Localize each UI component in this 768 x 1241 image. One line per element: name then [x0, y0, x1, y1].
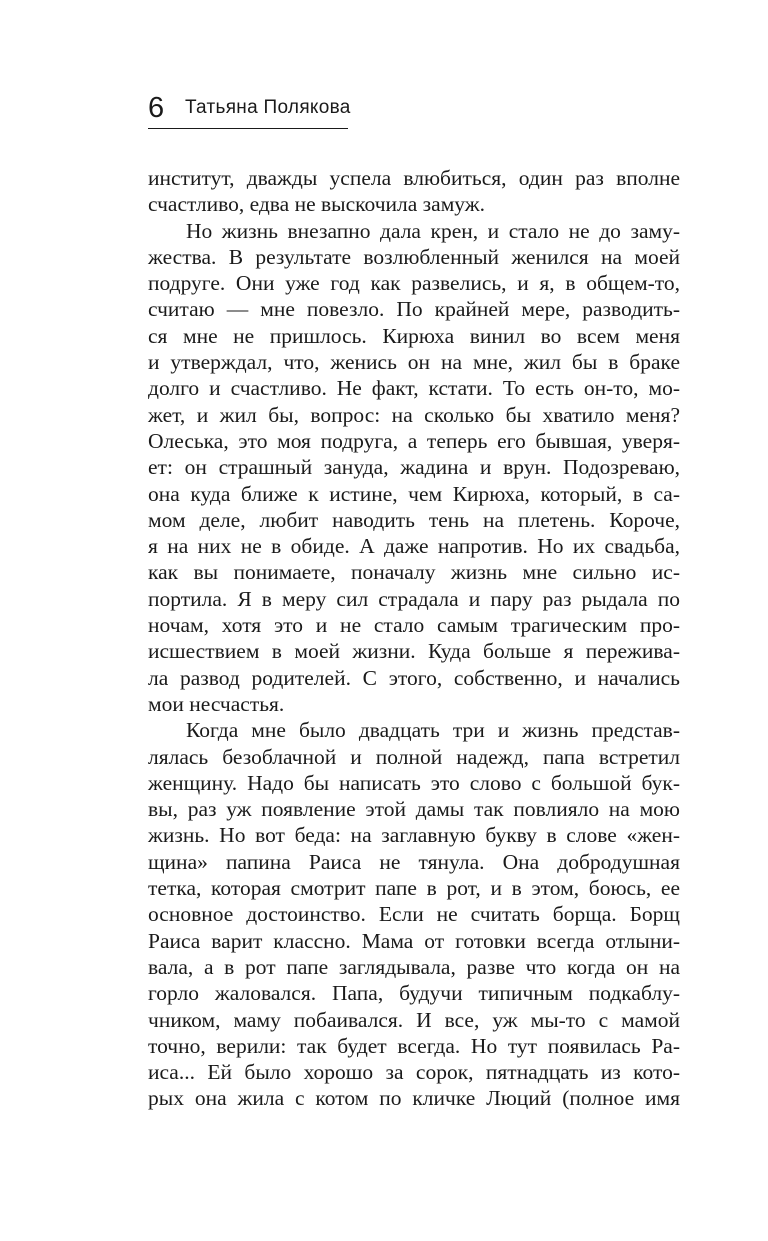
text-line: долго и счастливо. Не факт, кстати. То есть он-то, мо- — [148, 376, 680, 401]
header-rule — [148, 128, 348, 129]
text-line: рых она жила с котом по кличке Люций (полное имя — [148, 1086, 680, 1111]
text-line: ночам, хотя это и не стало самым трагическим про- — [148, 613, 680, 638]
text-line: Раиса варит классно. Мама от готовки всегда отлыни- — [148, 928, 680, 953]
text-line: основное достоинство. Если не считать борща. Борщ — [148, 902, 680, 927]
text-line: вала, а в рот папе заглядывала, разве что когда он на — [148, 954, 680, 979]
text-line: точно, верили: так будет всегда. Но тут появилась Ра- — [148, 1033, 680, 1058]
text-line: ся мне не пришлось. Кирюха винил во всем меня — [148, 323, 680, 348]
running-header — [148, 90, 351, 130]
text-line: женщину. Надо бы написать это слово с большой бук- — [148, 770, 680, 795]
text-line: подруге. Они уже год как развелись, и я, в общем-то, — [148, 271, 680, 296]
text-line: исшествием в моей жизни. Куда больше я пережива- — [148, 639, 680, 664]
text-line: Но жизнь внезапно дала крен, и стало не до заму- — [186, 218, 680, 243]
text-line: мои несчастья. — [148, 691, 285, 716]
text-line: жизнь. Но вот беда: на заглавную букву в слове «жен- — [148, 823, 680, 848]
text-line: жества. В результате возлюбленный женился на моей — [148, 244, 680, 269]
text-line: вы, раз уж появление этой дамы так повлияло на мою — [148, 797, 680, 822]
text-line: горло жаловался. Папа, будучи типичным подкаблу- — [148, 981, 680, 1006]
text-line: институт, дважды успела влюбиться, один раз вполне — [148, 166, 680, 190]
text-line: ла развод родителей. С этого, собственно, и начались — [148, 665, 680, 690]
text-line: она куда ближе к истине, чем Кирюха, который, в са- — [148, 481, 680, 506]
text-line: иса... Ей было хорошо за сорок, пятнадцать из кото- — [148, 1060, 680, 1085]
text-line: жет, и жил бы, вопрос: на сколько бы хватило меня? — [148, 402, 680, 427]
text-line: тетка, которая смотрит папе в рот, и в этом, боюсь, ее — [148, 876, 680, 901]
text-line: чником, маму побаивался. И все, уж мы-то с мамой — [148, 1007, 680, 1032]
text-line: мом деле, любит наводить тень на плетень. Короче, — [148, 507, 680, 532]
body-text — [148, 165, 680, 1112]
text-line: щина» папина Раиса не тянула. Она добродушная — [148, 849, 680, 874]
page-number: 6 — [148, 92, 165, 124]
text-line: я на них не в обиде. А даже напротив. Но их свадьба, — [148, 534, 680, 559]
text-line: считаю — мне повезло. По крайней мере, разводить- — [148, 297, 680, 322]
text-line: и утверждал, что, женись он на мне, жил бы в браке — [148, 350, 680, 375]
text-line: ет: он страшный зануда, жадина и врун. Подозреваю, — [148, 455, 680, 480]
text-line: Когда мне было двадцать три и жизнь представ- — [186, 718, 680, 743]
text-line: как вы понимаете, поначалу жизнь мне сильно ис- — [148, 560, 680, 585]
text-line: лялась безоблачной и полной надежд, папа встретил — [148, 744, 680, 769]
text-line: счастливо, едва не выскочила замуж. — [148, 192, 486, 217]
text-line: портила. Я в меру сил страдала и пару раз рыдала по — [148, 586, 680, 611]
text-line: Олеська, это моя подруга, а теперь его бывшая, уверя- — [148, 428, 680, 453]
running-head-author: Татьяна Полякова — [185, 97, 351, 118]
